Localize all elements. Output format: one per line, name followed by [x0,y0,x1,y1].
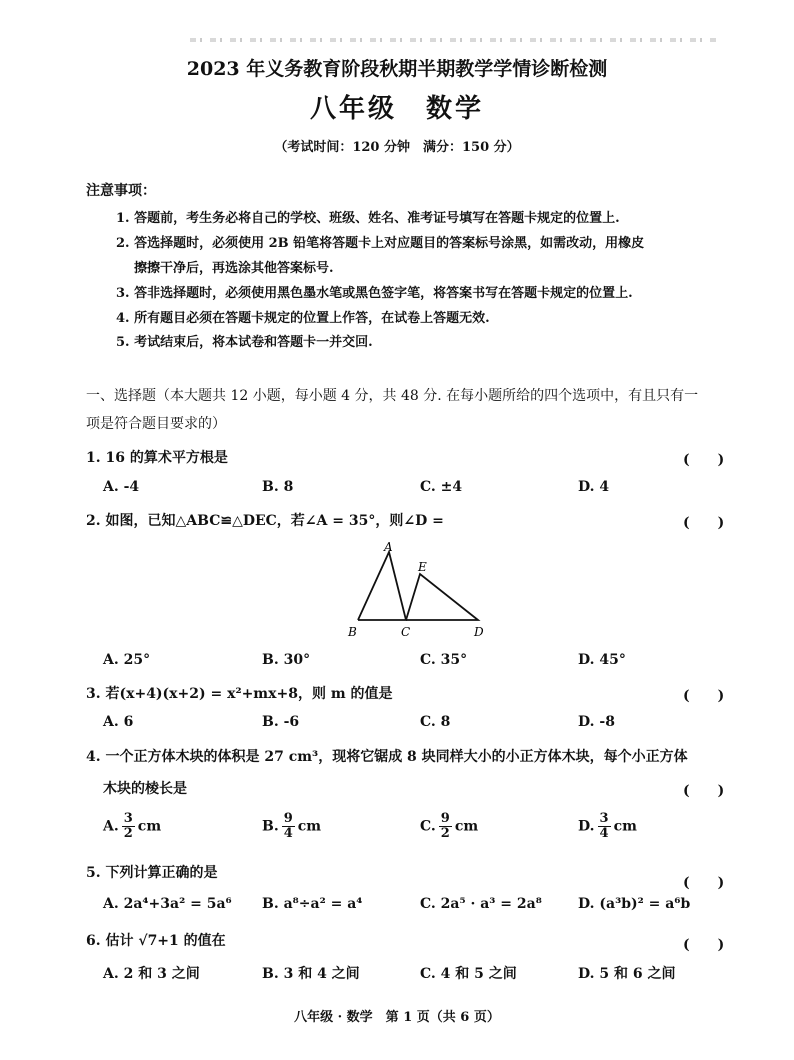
q6-stem: 6. 估计 √7+1 的值在 [86,933,226,949]
q4-d-num: 3 [599,811,609,826]
q5-option-d: D. (a³b)² = a⁶b [578,896,691,912]
exam-title: 2023 年义务教育阶段秋期半期教学学情诊断检测 [186,58,608,80]
q3-answer-paren: ( ) [683,688,725,704]
q4-d-fraction [598,812,611,841]
q4-stem-line1: 4. 一个正方体木块的体积是 27 cm³，现将它锯成 8 块同样大小的小正方体木块，每个小正方体 [86,749,688,765]
q2-option-d: D. 45° [578,652,626,668]
q4-option-d [578,812,637,841]
notes-heading: 注意事项： [86,183,156,199]
q4-b-fraction [282,812,295,841]
q4-a-num: 3 [123,811,133,826]
q5-answer-paren: ( ) [683,875,725,891]
note-item-1: 1. 答题前，考生务必将自己的学校、班级、姓名、准考证号填写在答题卡规定的位置上. [116,211,620,226]
label-d: D [474,625,484,639]
q4-c-fraction [439,812,452,841]
q4-answer-paren: ( ) [683,783,725,799]
triangle-abc [358,552,406,620]
q4-option-b [262,812,321,841]
note-item-3: 3. 答非选择题时，必须使用黑色墨水笔或黑色签字笔，将答案书写在答题卡规定的位置上. [116,286,633,301]
q4-b-den: 4 [283,826,293,841]
q4-option-a [103,812,161,841]
note-item-5: 5. 考试结束后，将本试卷和答题卡一并交回. [116,335,373,350]
page-footer: 八年级 · 数学 第 1 页（共 6 页） [294,1010,500,1025]
note-item-2: 2. 答选择题时，必须使用 2B 铅笔将答题卡上对应题目的答案标号涂黑，如需改动，用橡皮 [116,236,645,251]
q3-option-d: D. -8 [578,714,615,730]
q2-option-b: B. 30° [262,652,311,668]
q4-a-fraction [122,812,135,841]
q1-option-b: B. 8 [262,479,294,495]
q1-answer-paren: ( ) [683,452,725,468]
triangle-diagram [340,540,500,645]
q4-c-den: 2 [440,826,450,841]
note-item-2-cont: 擦擦干净后，再选涂其他答案标号. [134,261,334,276]
exam-subtitle: 八年级 数学 [309,94,484,124]
q1-option-c: C. ±4 [420,479,463,495]
q4-a-unit: cm [137,818,162,835]
section1-line1: 一、选择题（本大题共 12 小题，每小题 4 分，共 48 分. 在每小题所给的四个选项中，有且只有一 [86,388,699,404]
q4-c-prefix: C. [420,818,436,835]
q4-c-unit: cm [454,818,479,835]
q5-option-b: B. a⁸÷a² = a⁴ [262,896,363,912]
q2-stem: 2. 如图，已知△ABC≌△DEC，若∠A = 35°，则∠D = [86,513,444,529]
q3-stem: 3. 若(x+4)(x+2) = x²+mx+8，则 m 的值是 [86,686,393,702]
label-b: B [348,625,357,639]
q1-option-a: A. -4 [103,479,140,495]
q4-option-c [420,812,478,841]
scan-noise [190,38,720,42]
q5-option-a: A. 2a⁴+3a² = 5a⁶ [103,896,232,912]
q5-stem: 5. 下列计算正确的是 [86,865,218,881]
q4-b-num: 9 [283,811,293,826]
q6-option-a: A. 2 和 3 之间 [103,966,200,982]
label-c: C [401,625,411,639]
q4-d-prefix: D. [578,818,595,835]
q4-d-unit: cm [613,818,637,835]
q4-stem-line2: 木块的棱长是 [103,781,187,797]
label-a: A [384,540,393,554]
note-item-4: 4. 所有题目必须在答题卡规定的位置上作答，在试卷上答题无效. [116,311,490,326]
q3-option-b: B. -6 [262,714,300,730]
q3-option-c: C. 8 [420,714,451,730]
triangle-dec [406,574,478,620]
q4-d-den: 4 [599,826,609,841]
q6-answer-paren: ( ) [683,937,725,953]
q4-a-den: 2 [123,826,133,841]
q2-option-a: A. 25° [103,652,151,668]
q6-option-d: D. 5 和 6 之间 [578,966,676,982]
q4-c-num: 9 [440,811,450,826]
section1-line2: 项是符合题目要求的） [86,416,226,432]
q5-option-c: C. 2a⁵ · a³ = 2a⁸ [420,896,542,912]
q6-option-b: B. 3 和 4 之间 [262,966,360,982]
label-e: E [418,560,427,574]
q4-b-unit: cm [297,818,322,835]
q6-option-c: C. 4 和 5 之间 [420,966,517,982]
exam-info: （考试时间：120 分钟 满分：150 分） [274,140,520,155]
q2-answer-paren: ( ) [683,515,725,531]
q2-option-c: C. 35° [420,652,468,668]
q1-option-d: D. 4 [578,479,610,495]
q1-stem: 1. 16 的算术平方根是 [86,450,228,466]
q3-option-a: A. 6 [103,714,134,730]
q4-a-prefix: A. [103,818,119,835]
q4-b-prefix: B. [262,818,279,835]
